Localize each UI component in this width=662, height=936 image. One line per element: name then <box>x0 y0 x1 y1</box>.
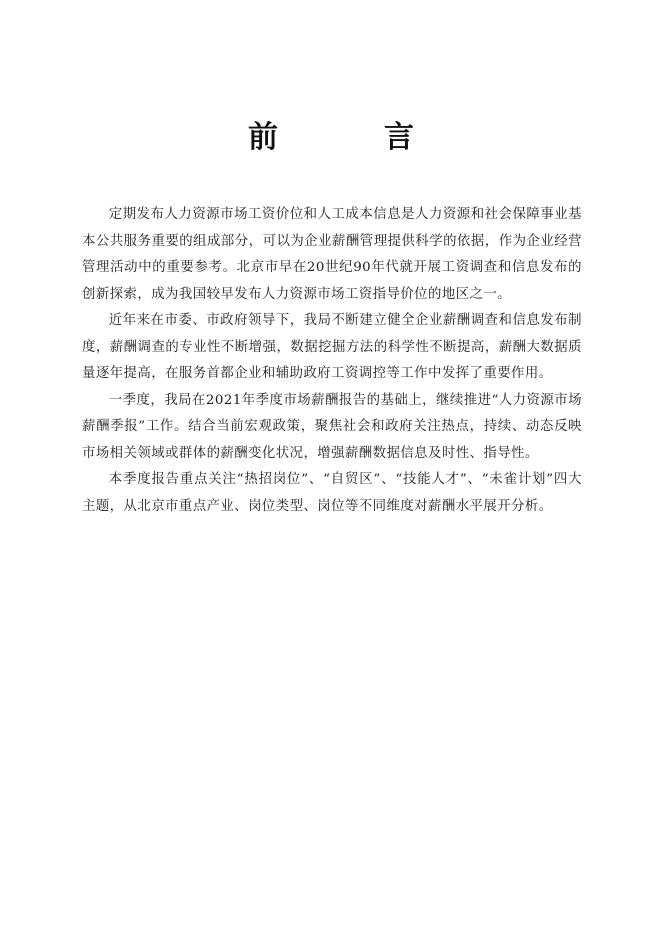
page-title: 前 言 <box>248 120 452 155</box>
paragraph-2: 近年来在市委、市政府领导下，我局不断建立健全企业薪酬调查和信息发布制度，薪酬调查的专业性不断增强，数据挖掘方法的科学性不断提高，薪酬大数据质量逐年提高，在服务首都企业和辅助政府工资调控等工作中发挥了重要作用。 <box>82 313 582 381</box>
paragraph-1: 定期发布人力资源市场工资价位和人工成本信息是人力资源和社会保障事业基本公共服务重要的组成部分，可以为企业薪酬管理提供科学的依据，作为企业经营管理活动中的重要参考。北京市早在20世纪90年代就开展工资调查和信息发布的创新探索，成为我国较早发布人力资源市场工资指导价位的地区之一。 <box>82 207 582 302</box>
body-text <box>82 202 582 520</box>
paragraph-4: 本季度报告重点关注“热招岗位”、“自贸区”、“技能人才”、“未雀计划”四大主题，从北京市重点产业、岗位类型、岗位等不同维度对薪酬水平展开分析。 <box>82 472 582 514</box>
paragraph-3: 一季度，我局在2021年季度市场薪酬报告的基础上，继续推进“人力资源市场薪酬季报”工作。结合当前宏观政策，聚焦社会和政府关注热点，持续、动态反映市场相关领域或群体的薪酬变化状况，增强薪酬数据信息及时性、指导性。 <box>82 392 582 461</box>
